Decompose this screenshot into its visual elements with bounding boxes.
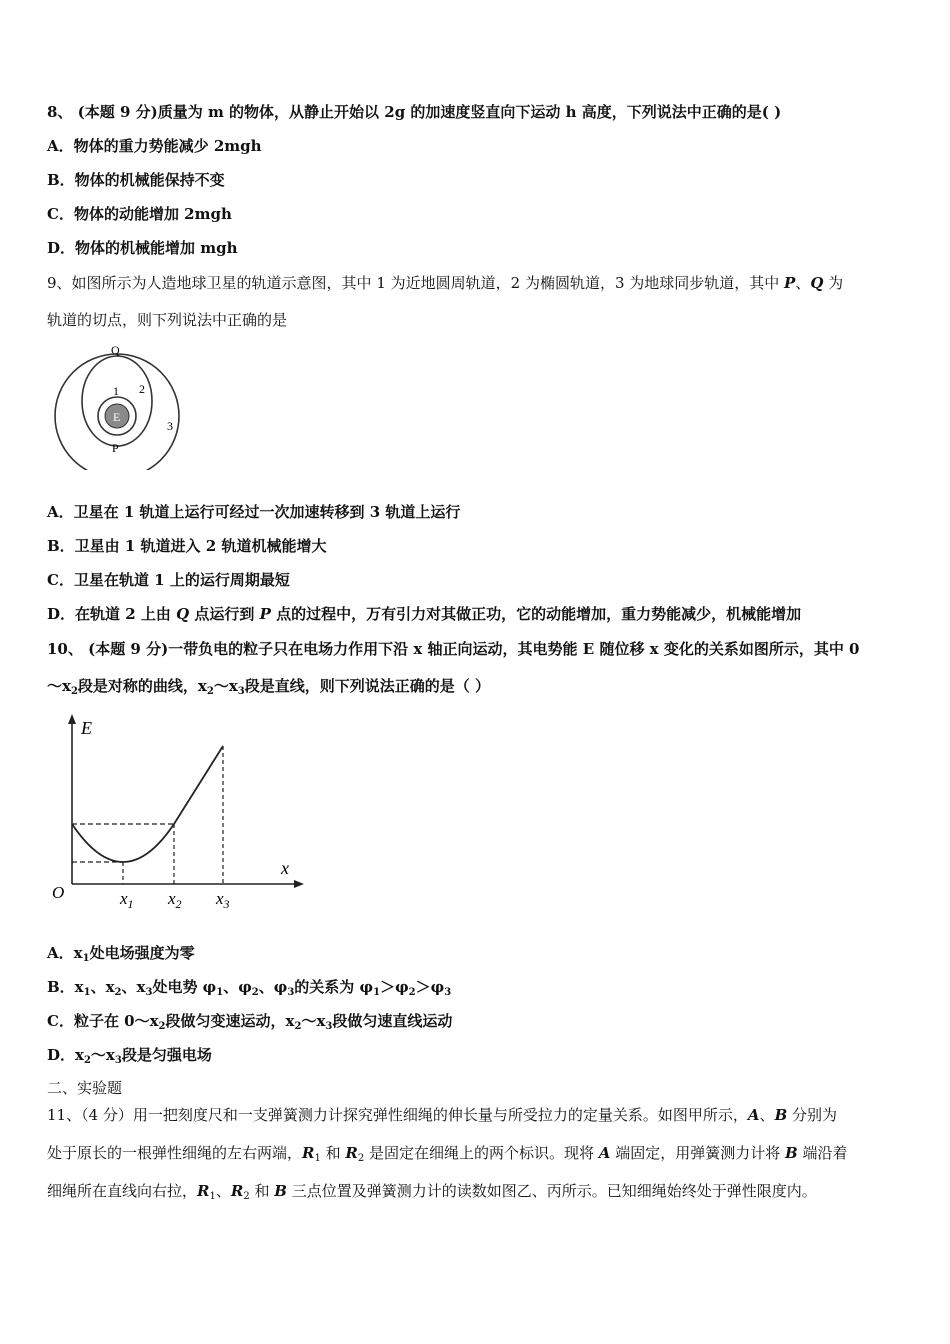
tick-x2: $x_2$ (168, 889, 182, 910)
q9-stem-line2: 轨道的切点，则下列说法中正确的是 (47, 311, 288, 329)
q9-option-a: A．卫星在 1 轨道上运行可经过一次加速转移到 3 轨道上运行 (47, 503, 461, 521)
q10-option-c: C．粒子在 $0\sim x_2$段做匀变速运动，$x_2\sim x_3$段做匀速直线运动 (47, 1012, 453, 1032)
q10-energy-graph (48, 712, 310, 910)
y-axis-label: E (81, 718, 92, 738)
orbit-3-label: 3 (167, 419, 173, 433)
q8-option-c: C．物体的动能增加 2mgh (47, 205, 232, 223)
energy-curve (72, 746, 223, 862)
x-axis-label: x (281, 858, 289, 878)
q9-option-d: D．在轨道 2 上由 Q 点运行到 P 点的过程中，万有引力对其做正功，它的动能增加，重力势能减少，机械能增加 (47, 605, 802, 623)
q10-option-d: D．$x_2\sim x_3$段是匀强电场 (47, 1046, 212, 1066)
q10-stem-line1: 10、 (本题 9 分)一带负电的粒子只在电场力作用下沿 x 轴正向运动，其电势能 E 随位移 x 变化的关系如图所示，其中 0 (47, 640, 860, 658)
q10-option-b: B．$x_1$、$x_2$、$x_3$处电势 $\varphi_1$、$\varphi_2$、$\varphi_3$的关系为 $\varphi_1>\varphi_2>\varphi_3$ (47, 978, 452, 998)
orbit-2-label: 2 (139, 382, 145, 396)
point-q-label: Q (111, 343, 120, 357)
tick-x1: $x_1$ (120, 889, 134, 910)
orbit-2 (82, 356, 152, 446)
orbit-1-label: 1 (113, 384, 119, 398)
q8-stem: 8、 (本题 9 分)质量为 m 的物体，从静止开始以 2g 的加速度竖直向下运动 h 高度，下列说法中正确的是( ) (47, 103, 782, 121)
q8-option-a: A．物体的重力势能减少 2mgh (47, 137, 262, 155)
q8-option-d: D．物体的机械能增加 mgh (47, 239, 238, 257)
q11-line3: 细绳所在直线向右拉，$R_1$、$R_2$ 和 B 三点位置及弹簧测力计的读数如图乙、丙所示。已知细绳始终处于弹性限度内。 (47, 1182, 817, 1202)
q9-orbit-figure (50, 340, 190, 470)
q9-option-b: B．卫星由 1 轨道进入 2 轨道机械能增大 (47, 537, 327, 555)
section-experiment-title: 二、实验题 (47, 1079, 123, 1097)
x-axis-arrow (294, 880, 304, 888)
q11-line2: 处于原长的一根弹性细绳的左右两端，$R_1$ 和 $R_2$ 是固定在细绳上的两个标识。现将 A 端固定，用弹簧测力计将 B 端沿着 (47, 1144, 848, 1164)
point-p-label: P (112, 441, 119, 455)
q9-option-c: C．卫星在轨道 1 上的运行周期最短 (47, 571, 290, 589)
earth-label: E (113, 410, 121, 424)
q9-stem-line1: 9、如图所示为人造地球卫星的轨道示意图，其中 1 为近地圆周轨道，2 为椭圆轨道，3 为地球同步轨道，其中 P、Q 为 (47, 274, 844, 292)
y-axis-arrow (68, 714, 76, 724)
q10-option-a: A．$x_1$处电场强度为零 (47, 944, 195, 964)
q8-option-b: B．物体的机械能保持不变 (47, 171, 225, 189)
tick-x3: $x_3$ (216, 889, 230, 910)
q11-line1: 11、（4 分）用一把刻度尺和一支弹簧测力计探究弹性细绳的伸长量与所受拉力的定量关系。如图甲所示，A、B 分别为 (47, 1106, 838, 1124)
origin-label: O (52, 883, 65, 902)
q10-stem-line2: $\sim x_2$段是对称的曲线，$x_2\sim x_3$段是直线，则下列说法正确的是（ ） (47, 677, 490, 697)
